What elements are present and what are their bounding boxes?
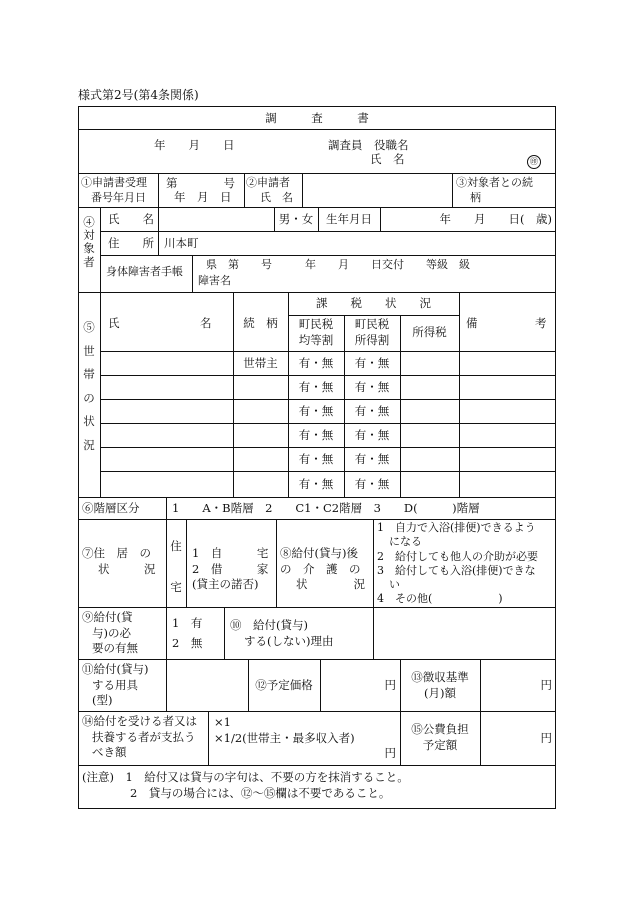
care-label — [280, 546, 365, 593]
rule — [78, 711, 556, 712]
rule — [158, 173, 159, 207]
subject-name-label: 氏 名 — [108, 212, 154, 226]
handbook-label: 身体障害者手帳 — [106, 265, 183, 278]
rule — [100, 447, 556, 448]
rule — [78, 607, 556, 608]
birth-value: 年 月 日( 歳) — [439, 212, 552, 226]
income-part-yes-no: 有・無 — [354, 452, 390, 466]
care-option: になる — [389, 535, 422, 549]
receipt-date: 年 月 日 — [174, 190, 232, 204]
rule — [166, 607, 167, 659]
subject-section-label: ④対象者 — [83, 215, 95, 269]
rule — [302, 173, 303, 207]
col-income-tax: 所得税 — [412, 325, 447, 339]
collection-label — [400, 670, 480, 701]
address-value: 川本町 — [164, 236, 199, 250]
col-income-part — [344, 317, 400, 348]
necessity-label-line: ⑨給付(貸 — [82, 610, 133, 624]
collection-yen: 円 — [540, 678, 552, 692]
rule — [276, 519, 277, 607]
residence-option: (貸主の諾否) — [192, 577, 259, 592]
rule — [166, 497, 167, 519]
collection-label-line: ⑬徴収基準 — [411, 670, 469, 684]
rule — [78, 292, 556, 293]
applicant-label-line: 氏 名 — [260, 190, 293, 204]
head-of-household: 世帯主 — [243, 356, 278, 370]
investigator-role: 調査員 役職名 — [328, 138, 409, 152]
rule — [100, 471, 556, 472]
burden-label-line: べき額 — [92, 745, 127, 760]
necessity-options — [172, 616, 202, 651]
rule — [373, 607, 374, 659]
rule — [373, 519, 374, 607]
receipt-label — [81, 176, 147, 206]
rule — [186, 519, 187, 607]
rule — [459, 292, 460, 497]
necessity-label — [82, 610, 138, 657]
col-town-tax-line: 町民税 — [298, 317, 334, 331]
notes — [82, 770, 409, 801]
rule — [100, 231, 556, 232]
residence-label-line: 状 況 — [98, 561, 156, 576]
care-option: 1 自力で入浴(排便)できるよう — [377, 521, 536, 534]
income-part-yes-no: 有・無 — [354, 477, 390, 491]
rule — [452, 173, 453, 207]
col-income-part-line: 所得割 — [354, 332, 390, 347]
public-burden-line: ⑮公費負担 — [411, 722, 469, 736]
address-label: 住 所 — [108, 236, 154, 250]
receipt-label-line: ①申請書受理 — [81, 176, 147, 189]
reason-label-line: ⑩ 給付(貸与) — [230, 618, 308, 632]
rule — [100, 423, 556, 424]
item-label — [82, 662, 148, 709]
income-part-yes-no: 有・無 — [354, 380, 390, 394]
care-option: い — [389, 578, 400, 592]
rule — [192, 255, 193, 292]
residence-label-line: ⑦住 居 の — [82, 546, 151, 560]
residence-options — [192, 546, 268, 593]
form-title: 調 査 書 — [265, 111, 369, 125]
rule — [288, 315, 459, 316]
necessity-label-line: 与)の必 — [92, 625, 131, 640]
col-tax-status: 課 税 状 況 — [316, 296, 431, 310]
relation-label — [456, 176, 533, 206]
town-tax-yes-no: 有・無 — [298, 404, 334, 418]
rule — [78, 765, 556, 766]
rule — [100, 399, 556, 400]
relation-label-line: ③対象者との続 — [456, 176, 533, 189]
rule — [100, 351, 556, 352]
burden-line: ×1/2(世帯主・最多収入者) — [214, 730, 355, 745]
burden-yen: 円 — [384, 746, 396, 760]
col-town-tax-line: 均等割 — [298, 332, 334, 347]
col-remarks: 備 考 — [466, 316, 547, 330]
rule — [100, 207, 101, 497]
col-name: 氏 名 — [108, 316, 212, 330]
burden-line: ×1 — [214, 715, 231, 729]
public-burden-label — [400, 722, 480, 753]
care-options — [377, 521, 538, 607]
necessity-label-line: 要の有無 — [92, 641, 138, 656]
rule — [78, 173, 556, 174]
date-line: 年 月 日 — [154, 138, 235, 152]
income-part-yes-no: 有・無 — [354, 428, 390, 442]
town-tax-yes-no: 有・無 — [298, 356, 334, 370]
item-label-line: ⑪給付(貸与) — [82, 662, 149, 676]
receipt-number: 第 号 — [166, 176, 235, 190]
note-line: (注意) 1 給付又は貸与の字句は、不要の方を抹消すること。 — [82, 770, 409, 784]
care-option: 2 給付しても他人の介助が必要 — [377, 549, 538, 563]
handbook-line: 県 第 号 年 月 日交付 等級 級 — [206, 258, 470, 271]
applicant-label — [246, 176, 293, 206]
care-label-line: の 介 護 の — [280, 561, 361, 576]
rule — [100, 375, 556, 376]
applicant-label-line: ②申請者 — [246, 176, 290, 189]
relation-label-line: 柄 — [470, 190, 481, 204]
rule — [78, 519, 556, 520]
necessity-no: 2 無 — [172, 635, 203, 650]
rule — [158, 231, 159, 255]
residence-label — [82, 546, 156, 577]
public-burden-line: 予定額 — [422, 737, 458, 752]
rule — [244, 173, 245, 207]
item-label-line: する用具 — [92, 677, 138, 692]
seal-mark — [527, 153, 541, 169]
care-option: 4 その他( ) — [377, 592, 503, 606]
col-relation: 続 柄 — [243, 316, 278, 330]
burden-label-line: 扶養する者が支払う — [92, 729, 196, 744]
town-tax-yes-no: 有・無 — [298, 428, 334, 442]
household-section-label: ⑤世帯の状況 — [83, 320, 95, 452]
town-tax-yes-no: 有・無 — [298, 452, 334, 466]
burden-label — [82, 714, 197, 761]
sex-select: 男・女 — [278, 212, 314, 226]
burden-lines — [214, 715, 355, 746]
rule — [166, 659, 167, 711]
income-part-yes-no: 有・無 — [354, 356, 390, 370]
rule — [100, 255, 556, 256]
residence-vertical-label: 住宅 — [170, 539, 182, 595]
price-label: ⑫予定価格 — [255, 678, 313, 692]
investigation-form — [78, 106, 556, 809]
reason-label-line: する(しない)理由 — [244, 633, 334, 648]
care-label-line: ⑧給付(貸与)後 — [280, 546, 358, 560]
tier-label: ⑥階層区分 — [82, 501, 140, 515]
price-yen: 円 — [384, 678, 396, 692]
seal-glyph: ㊞ — [527, 155, 541, 169]
reason-label — [230, 618, 333, 649]
burden-label-line: ⑭給付を受ける者又は — [82, 714, 197, 728]
rule — [78, 129, 556, 130]
rule — [78, 207, 556, 208]
residence-option: 1 自 宅 — [192, 546, 269, 560]
item-label-line: (型) — [92, 693, 113, 708]
public-burden-yen: 円 — [540, 731, 552, 745]
note-line: 2 貸与の場合には、⑫～⑮欄は不要であること。 — [130, 785, 391, 800]
disability-name-label: 障害名 — [198, 274, 231, 287]
care-label-line: 状 況 — [296, 577, 365, 592]
tier-options: 1 A・B階層 2 C1・C2階層 3 D( )階層 — [172, 501, 480, 515]
income-part-yes-no: 有・無 — [354, 404, 390, 418]
rule — [400, 315, 401, 497]
necessity-yes: 1 有 — [172, 616, 203, 630]
birth-label: 生年月日 — [326, 212, 372, 226]
rule — [224, 607, 225, 659]
rule — [78, 497, 556, 498]
collection-label-line: (月)額 — [424, 685, 456, 700]
town-tax-yes-no: 有・無 — [298, 477, 334, 491]
investigator-name-label: 氏 名 — [370, 152, 405, 166]
col-town-tax — [288, 317, 344, 348]
form-caption: 様式第2号(第4条関係) — [78, 88, 199, 102]
town-tax-yes-no: 有・無 — [298, 380, 334, 394]
care-option: 3 給付しても入浴(排便)できな — [377, 563, 536, 577]
rule — [78, 659, 556, 660]
col-income-part-line: 町民税 — [354, 317, 390, 331]
rule — [158, 207, 159, 231]
residence-option: 2 借 家 — [192, 561, 269, 576]
receipt-label-line: 番号年月日 — [91, 190, 146, 204]
